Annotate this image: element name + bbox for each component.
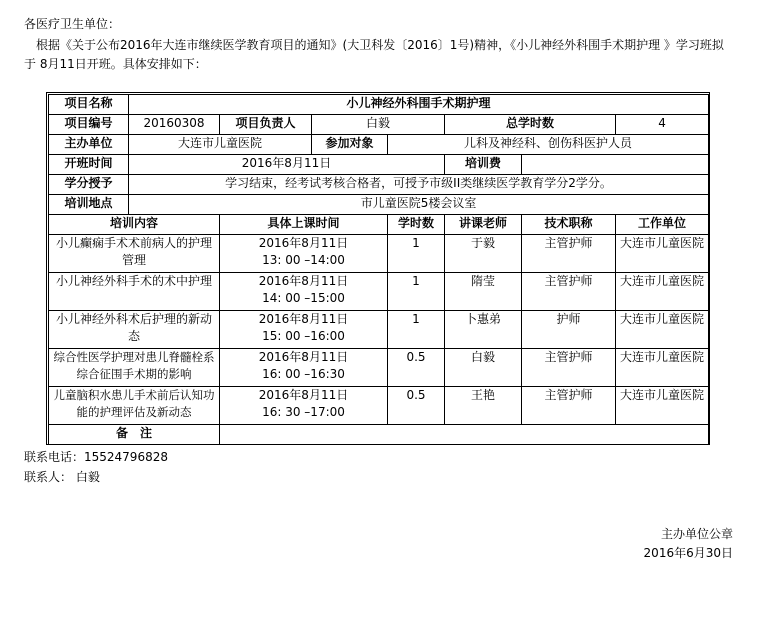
table-row <box>49 349 709 387</box>
session-date: 2016年8月11日 <box>258 236 349 250</box>
session-teacher: 于毅 <box>445 235 522 273</box>
header-content: 培训内容 <box>49 215 220 235</box>
session-unit: 大连市儿童医院 <box>616 311 709 349</box>
header-teacher: 讲课老师 <box>445 215 522 235</box>
session-unit: 大连市儿童医院 <box>616 273 709 311</box>
host-label: 主办单位 <box>49 135 129 155</box>
session-content: 综合性医学护理对患儿脊髓栓系综合征围手术期的影响 <box>49 349 220 387</box>
intro-line-1: 根据《关于公布2016年大连市继续医学教育项目的通知》(大卫科发〔2016〕1号)精神，《小儿神经外科围手术期护理 》学习班拟 <box>36 38 724 52</box>
contact-phone: 联系电话：15524796828 <box>24 450 168 464</box>
contact-person: 联系人： 白毅 <box>24 470 100 484</box>
total-hours: 4 <box>616 115 709 135</box>
session-time <box>220 349 388 387</box>
session-title: 主管护师 <box>522 235 616 273</box>
row-location <box>49 195 709 215</box>
session-content: 儿童脑积水患儿手术前后认知功能的护理评估及新动态 <box>49 387 220 425</box>
row-open-time <box>49 155 709 175</box>
row-remarks <box>49 425 709 445</box>
session-teacher: 卜惠弟 <box>445 311 522 349</box>
project-name: 小儿神经外科围手术期护理 <box>129 95 709 115</box>
header-hours: 学时数 <box>388 215 445 235</box>
leader-label: 项目负责人 <box>220 115 312 135</box>
remarks-label: 备 注 <box>49 425 220 445</box>
table-row <box>49 311 709 349</box>
session-time <box>220 387 388 425</box>
row-project-name <box>49 95 709 115</box>
session-time <box>220 273 388 311</box>
organizer-seal-text: 主办单位公章 <box>660 527 733 541</box>
host: 大连市儿童医院 <box>129 135 312 155</box>
session-unit: 大连市儿童医院 <box>616 387 709 425</box>
session-hours-range: 16: 00 –16:30 <box>262 367 345 381</box>
table-row <box>49 387 709 425</box>
session-date: 2016年8月11日 <box>258 350 349 364</box>
table-row <box>49 235 709 273</box>
open-time-label: 开班时间 <box>49 155 129 175</box>
header-unit: 工作单位 <box>616 215 709 235</box>
session-hours: 1 <box>388 235 445 273</box>
project-name-label: 项目名称 <box>49 95 129 115</box>
training-table <box>48 94 709 445</box>
salutation: 各医疗卫生单位： <box>24 17 121 31</box>
table-row <box>49 273 709 311</box>
row-project-no <box>49 115 709 135</box>
session-hours: 1 <box>388 311 445 349</box>
session-title: 主管护师 <box>522 387 616 425</box>
fee-label: 培训费 <box>445 155 522 175</box>
audience-label: 参加对象 <box>312 135 388 155</box>
row-credit <box>49 175 709 195</box>
session-title: 主管护师 <box>522 273 616 311</box>
location: 市儿童医院5楼会议室 <box>129 195 709 215</box>
session-content: 小儿癫痫手术术前病人的护理管理 <box>49 235 220 273</box>
session-time <box>220 235 388 273</box>
issue-date: 2016年6月30日 <box>643 546 733 560</box>
session-unit: 大连市儿童医院 <box>616 349 709 387</box>
audience: 儿科及神经科、创伤科医护人员 <box>388 135 709 155</box>
session-teacher: 隋莹 <box>445 273 522 311</box>
session-hours: 1 <box>388 273 445 311</box>
session-hours-range: 13: 00 –14:00 <box>262 253 345 267</box>
session-time <box>220 311 388 349</box>
session-title: 主管护师 <box>522 349 616 387</box>
session-hours: 0.5 <box>388 349 445 387</box>
session-title: 护师 <box>522 311 616 349</box>
training-table-frame <box>46 92 710 445</box>
row-host <box>49 135 709 155</box>
credit-label: 学分授予 <box>49 175 129 195</box>
session-date: 2016年8月11日 <box>258 274 349 288</box>
session-teacher: 白毅 <box>445 349 522 387</box>
session-date: 2016年8月11日 <box>258 388 349 402</box>
session-hours: 0.5 <box>388 387 445 425</box>
session-content: 小儿神经外科手术的术中护理 <box>49 273 220 311</box>
session-hours-range: 14: 00 –15:00 <box>262 291 345 305</box>
total-hours-label: 总学时数 <box>445 115 616 135</box>
session-date: 2016年8月11日 <box>258 312 349 326</box>
schedule-header-row <box>49 215 709 235</box>
remarks <box>220 425 709 445</box>
open-time: 2016年8月11日 <box>129 155 445 175</box>
leader: 白毅 <box>312 115 445 135</box>
session-content: 小儿神经外科术后护理的新动态 <box>49 311 220 349</box>
project-no-label: 项目编号 <box>49 115 129 135</box>
session-teacher: 王艳 <box>445 387 522 425</box>
intro-line-2: 于 8月11日开班。具体安排如下： <box>24 57 207 71</box>
fee <box>522 155 709 175</box>
session-hours-range: 15: 00 –16:00 <box>262 329 345 343</box>
session-hours-range: 16: 30 –17:00 <box>262 405 345 419</box>
credit: 学习结束，经考试考核合格者，可授予市级II类继续医学教育学分2学分。 <box>129 175 709 195</box>
header-time: 具体上课时间 <box>220 215 388 235</box>
project-no: 20160308 <box>129 115 220 135</box>
location-label: 培训地点 <box>49 195 129 215</box>
header-title: 技术职称 <box>522 215 616 235</box>
session-unit: 大连市儿童医院 <box>616 235 709 273</box>
